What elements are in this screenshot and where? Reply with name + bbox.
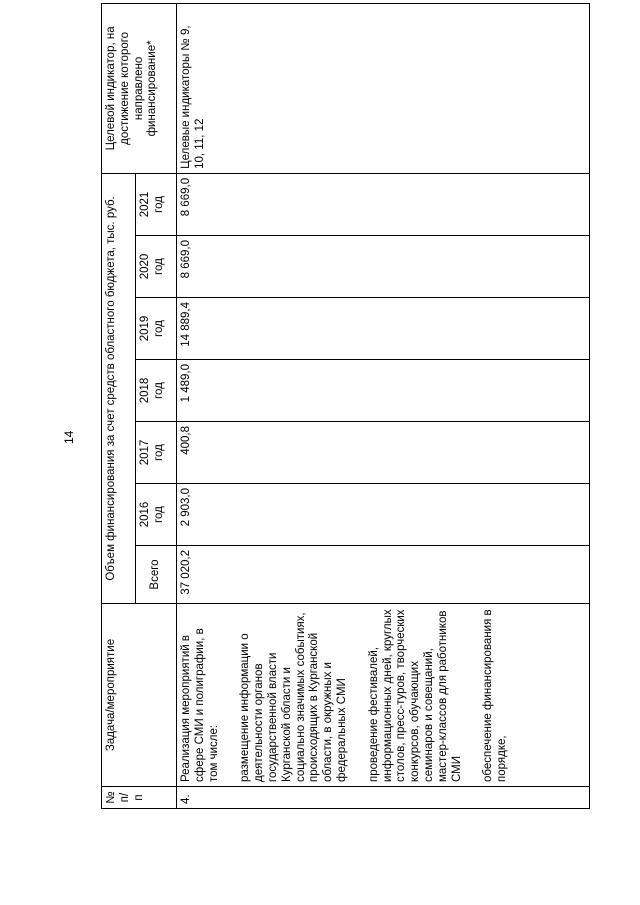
header-year-2019: 2019 год <box>136 298 177 360</box>
header-indicator: Целевой индикатор, на достижение которого направлено финансирование* <box>102 3 177 173</box>
header-year-2021: 2021 год <box>136 173 177 235</box>
value-2017: 400,8 <box>177 422 590 484</box>
indicator-cell: Целевые индикаторы № 9, 10, 11, 12 <box>177 3 590 173</box>
value-2020: 8 669,0 <box>177 236 590 298</box>
header-num: № п/п <box>102 787 177 809</box>
header-year-2020: 2020 год <box>136 236 177 298</box>
value-2021: 8 669,0 <box>177 173 590 235</box>
task-main: Реализация мероприятий в сфере СМИ и полиграфии, в том числе: <box>180 628 220 782</box>
header-year-2017: 2017 год <box>136 422 177 484</box>
page-number: 14 <box>62 430 76 444</box>
total-value: 37 020,2 <box>177 546 590 604</box>
value-2018: 1 489,0 <box>177 360 590 422</box>
task-cell <box>177 604 590 787</box>
header-funding-group: Объем финансирования за счет средств областного бюджета, тыс. руб. <box>102 173 136 603</box>
task-placement: размещение информации о деятельности органов государственной власти Курганской области и социально значимых событиях, происходящих в Курганской области, в окружных и федеральных СМИ <box>239 612 348 782</box>
row-number: 4. <box>177 787 590 809</box>
header-year-2016: 2016 год <box>136 484 177 546</box>
header-year-2018: 2018 год <box>136 360 177 422</box>
task-festivals: проведение фестивалей, информационных дней, круглых столов, пресс-туров, творческих конкурсов, обучающих семинаров и совещаний, мастер-классов для работников СМИ <box>367 609 463 782</box>
header-total: Всего <box>136 546 177 604</box>
value-2016: 2 903,0 <box>177 484 590 546</box>
funding-table <box>101 3 590 809</box>
header-task: Задача/мероприятие <box>102 604 177 787</box>
rotated-table-container <box>101 4 590 809</box>
value-2019: 14 889,4 <box>177 298 590 360</box>
task-financing: обеспечение финансирования в порядке, <box>482 609 509 782</box>
